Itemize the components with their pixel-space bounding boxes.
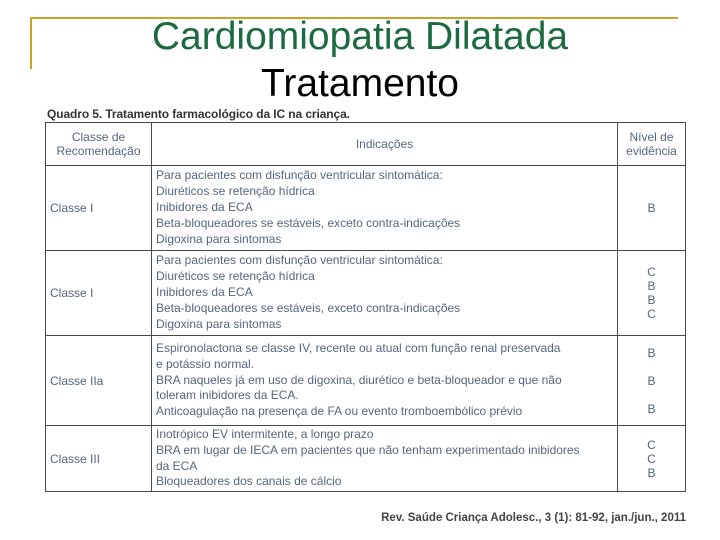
table-row <box>46 166 686 251</box>
indicacao-line: Inibidores da ECA <box>156 200 253 215</box>
indicacao-line: Digoxina para sintomas <box>156 231 282 246</box>
indicacao-line: Beta-bloqueadores se estáveis, exceto contra-indicações <box>156 215 461 230</box>
cell-nivel <box>618 336 686 426</box>
cell-nivel <box>618 251 686 336</box>
cell-nivel <box>618 166 686 251</box>
header-nivel-line: evidência <box>626 144 677 158</box>
cell-indicacoes <box>152 426 618 492</box>
table-header-row <box>46 123 686 166</box>
indicacao-line: BRA naqueles já em uso de digoxina, diurético e beta-bloqueador e que não <box>156 372 562 387</box>
nivel-value: B <box>647 345 656 360</box>
nivel-value: C <box>647 451 656 466</box>
slide-title: Cardiomiopatia Dilatada <box>151 15 569 58</box>
indicacao-line: Inibidores da ECA <box>156 285 253 300</box>
nivel-value: B <box>647 201 656 215</box>
nivel-value: C <box>647 437 656 452</box>
nivel-value: C <box>647 307 656 321</box>
indicacao-line: Para pacientes com disfunção ventricular sintomática: <box>156 253 443 268</box>
cell-indicacoes <box>152 166 618 251</box>
nivel-value: B <box>647 373 656 388</box>
cell-classe: Classe IIa <box>46 336 152 426</box>
nivel-value: C <box>647 265 656 279</box>
indicacao-line: Bloqueadores dos canais de cálcio <box>156 474 342 489</box>
indicacao-line: toleram inibidores da ECA. <box>156 388 299 403</box>
indicacao-line: Beta-bloqueadores se estáveis, exceto contra-indicações <box>156 300 461 315</box>
header-indicacoes: Indicações <box>152 123 618 166</box>
indicacao-line: Diuréticos se retenção hídrica <box>156 184 315 199</box>
cell-indicacoes <box>152 336 618 426</box>
treatment-table <box>45 122 686 492</box>
indicacao-line: Diuréticos se retenção hídrica <box>156 269 315 284</box>
indicacao-line: Inotrópico EV intermitente, a longo prazo <box>156 426 374 441</box>
indicacao-line: e potássio normal. <box>156 356 255 371</box>
nivel-value: B <box>647 279 656 293</box>
cell-indicacoes <box>152 251 618 336</box>
indicacao-line: BRA em lugar de IECA em pacientes que não tenham experimentado inibidores <box>156 442 580 457</box>
indicacao-line: Espironolactona se classe IV, recente ou atual com função renal preservada <box>156 340 561 355</box>
nivel-value: B <box>647 401 656 416</box>
table-row <box>46 336 686 426</box>
source-reference: Rev. Saúde Criança Adolesc., 3 (1): 81-92, jan./jun., 2011 <box>381 512 686 524</box>
cell-classe: Classe I <box>46 251 152 336</box>
table-row <box>46 426 686 492</box>
indicacao-line: Anticoagulação na presença de FA ou evento tromboembólico prévio <box>156 404 523 419</box>
nivel-value: B <box>647 293 656 307</box>
header-classe <box>46 123 152 166</box>
cell-nivel <box>618 426 686 492</box>
slide-subtitle: Tratamento <box>261 62 459 105</box>
cell-classe: Classe I <box>46 166 152 251</box>
header-classe-line: Classe de <box>71 130 126 144</box>
indicacao-line: da ECA <box>156 458 198 473</box>
nivel-value: B <box>647 465 656 480</box>
table-row <box>46 251 686 336</box>
header-nivel <box>618 123 686 166</box>
header-classe-line: Recomendação <box>56 144 141 158</box>
indicacao-line: Digoxina para sintomas <box>156 316 282 331</box>
header-nivel-line: Nível de <box>629 130 674 144</box>
indicacao-line: Para pacientes com disfunção ventricular sintomática: <box>156 168 443 183</box>
table-caption: Quadro 5. Tratamento farmacológico da IC na criança. <box>47 107 350 121</box>
cell-classe: Classe III <box>46 426 152 492</box>
